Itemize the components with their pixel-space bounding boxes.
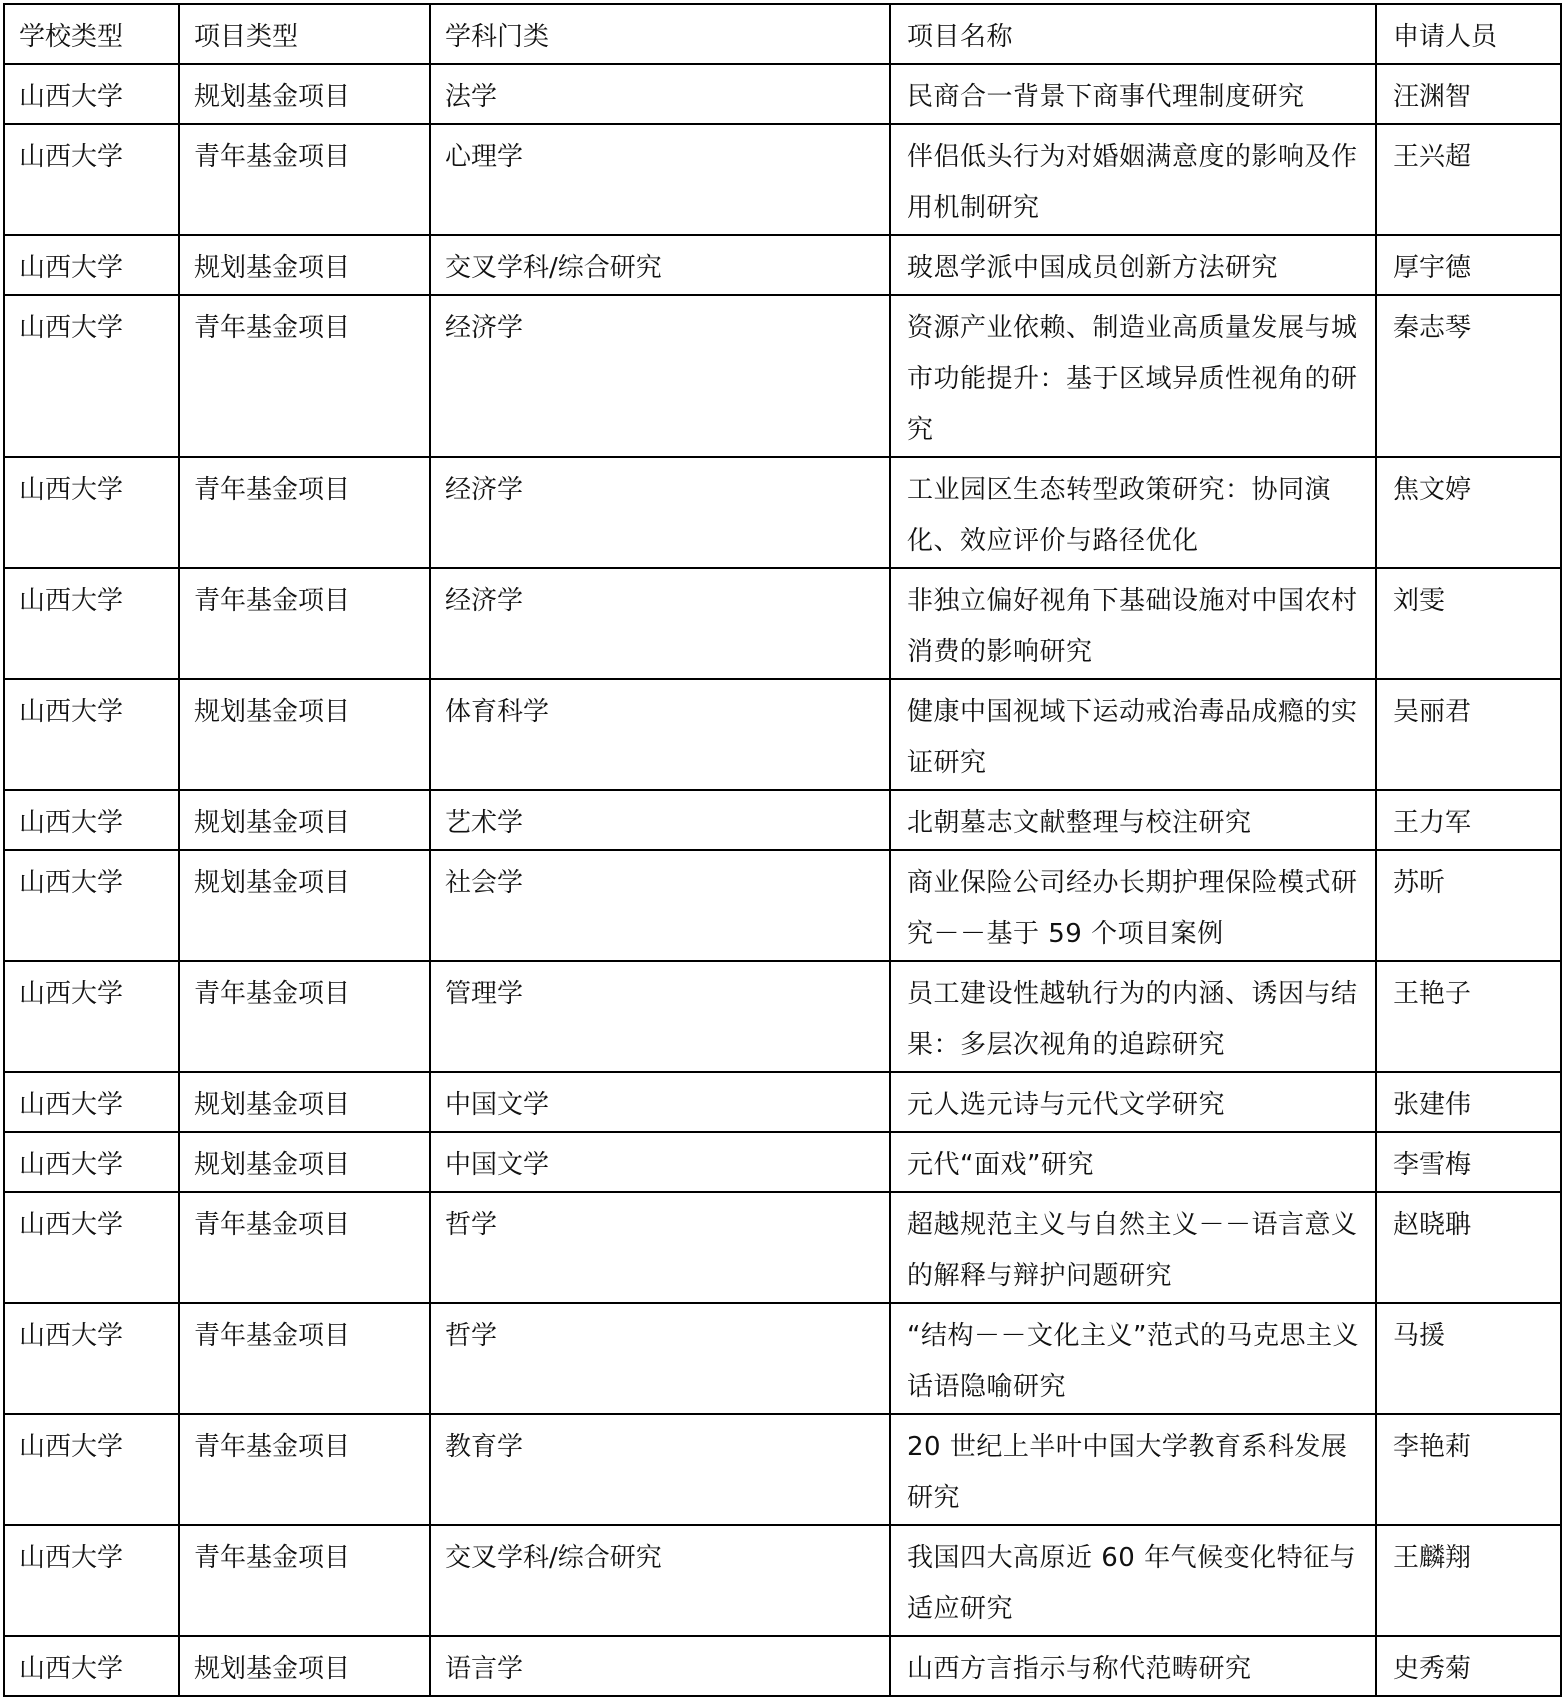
cell-school-type: 山西大学 (4, 568, 179, 679)
cell-school-type: 山西大学 (4, 1192, 179, 1303)
cell-school-type: 山西大学 (4, 1414, 179, 1525)
cell-project-type: 青年基金项目 (179, 961, 430, 1072)
table-row (4, 1192, 1561, 1303)
table-row (4, 235, 1561, 295)
project-table (3, 3, 1562, 1697)
cell-applicant: 苏昕 (1376, 850, 1561, 961)
cell-school-type: 山西大学 (4, 124, 179, 235)
header-applicant: 申请人员 (1376, 4, 1561, 64)
cell-school-type: 山西大学 (4, 1303, 179, 1414)
cell-project-name: 民商合一背景下商事代理制度研究 (890, 64, 1376, 124)
table-row (4, 568, 1561, 679)
cell-project-type: 规划基金项目 (179, 679, 430, 790)
cell-discipline: 体育科学 (430, 679, 890, 790)
cell-discipline: 法学 (430, 64, 890, 124)
cell-applicant: 汪渊智 (1376, 64, 1561, 124)
table-row (4, 961, 1561, 1072)
table-row (4, 1132, 1561, 1192)
cell-project-name: 超越规范主义与自然主义－－语言意义的解释与辩护问题研究 (890, 1192, 1376, 1303)
cell-project-name: 资源产业依赖、制造业高质量发展与城市功能提升：基于区域异质性视角的研究 (890, 295, 1376, 457)
cell-project-name: 北朝墓志文献整理与校注研究 (890, 790, 1376, 850)
cell-applicant: 张建伟 (1376, 1072, 1561, 1132)
cell-school-type: 山西大学 (4, 1636, 179, 1696)
cell-project-name: 伴侣低头行为对婚姻满意度的影响及作用机制研究 (890, 124, 1376, 235)
cell-discipline: 交叉学科/综合研究 (430, 235, 890, 295)
cell-project-type: 青年基金项目 (179, 124, 430, 235)
cell-school-type: 山西大学 (4, 1132, 179, 1192)
cell-applicant: 王麟翔 (1376, 1525, 1561, 1636)
cell-applicant: 王艳子 (1376, 961, 1561, 1072)
cell-project-type: 规划基金项目 (179, 790, 430, 850)
cell-applicant: 厚宇德 (1376, 235, 1561, 295)
cell-applicant: 刘雯 (1376, 568, 1561, 679)
cell-school-type: 山西大学 (4, 457, 179, 568)
cell-applicant: 李艳莉 (1376, 1414, 1561, 1525)
header-discipline: 学科门类 (430, 4, 890, 64)
cell-school-type: 山西大学 (4, 295, 179, 457)
table-row (4, 295, 1561, 457)
cell-school-type: 山西大学 (4, 790, 179, 850)
cell-project-type: 规划基金项目 (179, 64, 430, 124)
cell-project-type: 青年基金项目 (179, 1414, 430, 1525)
cell-school-type: 山西大学 (4, 850, 179, 961)
cell-applicant: 赵晓聃 (1376, 1192, 1561, 1303)
cell-school-type: 山西大学 (4, 64, 179, 124)
table-row (4, 1303, 1561, 1414)
cell-discipline: 教育学 (430, 1414, 890, 1525)
cell-discipline: 经济学 (430, 295, 890, 457)
cell-project-name: 玻恩学派中国成员创新方法研究 (890, 235, 1376, 295)
cell-project-type: 青年基金项目 (179, 295, 430, 457)
table-row (4, 64, 1561, 124)
cell-discipline: 经济学 (430, 457, 890, 568)
cell-project-name: 员工建设性越轨行为的内涵、诱因与结果：多层次视角的追踪研究 (890, 961, 1376, 1072)
cell-project-name: 工业园区生态转型政策研究：协同演化、效应评价与路径优化 (890, 457, 1376, 568)
cell-school-type: 山西大学 (4, 235, 179, 295)
cell-project-type: 规划基金项目 (179, 1132, 430, 1192)
cell-discipline: 中国文学 (430, 1072, 890, 1132)
table-row (4, 457, 1561, 568)
cell-applicant: 史秀菊 (1376, 1636, 1561, 1696)
cell-discipline: 社会学 (430, 850, 890, 961)
cell-applicant: 秦志琴 (1376, 295, 1561, 457)
cell-applicant: 王兴超 (1376, 124, 1561, 235)
cell-project-name: 元代“面戏”研究 (890, 1132, 1376, 1192)
table-row (4, 1525, 1561, 1636)
cell-school-type: 山西大学 (4, 679, 179, 790)
cell-discipline: 哲学 (430, 1192, 890, 1303)
cell-discipline: 交叉学科/综合研究 (430, 1525, 890, 1636)
cell-project-type: 规划基金项目 (179, 1636, 430, 1696)
cell-project-type: 青年基金项目 (179, 1303, 430, 1414)
cell-project-type: 规划基金项目 (179, 235, 430, 295)
cell-project-name: 商业保险公司经办长期护理保险模式研究－－基于 59 个项目案例 (890, 850, 1376, 961)
cell-discipline: 哲学 (430, 1303, 890, 1414)
table-row (4, 1636, 1561, 1696)
cell-school-type: 山西大学 (4, 1072, 179, 1132)
cell-project-name: 山西方言指示与称代范畴研究 (890, 1636, 1376, 1696)
table-row (4, 850, 1561, 961)
table-row (4, 679, 1561, 790)
cell-project-type: 青年基金项目 (179, 568, 430, 679)
cell-applicant: 马援 (1376, 1303, 1561, 1414)
cell-discipline: 管理学 (430, 961, 890, 1072)
cell-school-type: 山西大学 (4, 961, 179, 1072)
cell-discipline: 中国文学 (430, 1132, 890, 1192)
cell-applicant: 焦文婷 (1376, 457, 1561, 568)
cell-discipline: 艺术学 (430, 790, 890, 850)
cell-project-type: 青年基金项目 (179, 1192, 430, 1303)
cell-project-type: 规划基金项目 (179, 850, 430, 961)
table-row (4, 124, 1561, 235)
header-project-name: 项目名称 (890, 4, 1376, 64)
cell-project-name: 我国四大高原近 60 年气候变化特征与适应研究 (890, 1525, 1376, 1636)
cell-school-type: 山西大学 (4, 1525, 179, 1636)
cell-project-name: “结构－－文化主义”范式的马克思主义话语隐喻研究 (890, 1303, 1376, 1414)
cell-project-name: 健康中国视域下运动戒治毒品成瘾的实证研究 (890, 679, 1376, 790)
cell-project-name: 元人选元诗与元代文学研究 (890, 1072, 1376, 1132)
cell-discipline: 经济学 (430, 568, 890, 679)
cell-discipline: 语言学 (430, 1636, 890, 1696)
cell-applicant: 王力军 (1376, 790, 1561, 850)
table-row (4, 790, 1561, 850)
cell-applicant: 李雪梅 (1376, 1132, 1561, 1192)
header-school-type: 学校类型 (4, 4, 179, 64)
cell-project-type: 规划基金项目 (179, 1072, 430, 1132)
cell-project-type: 青年基金项目 (179, 1525, 430, 1636)
table-row (4, 1072, 1561, 1132)
header-project-type: 项目类型 (179, 4, 430, 64)
table-row (4, 1414, 1561, 1525)
cell-project-name: 20 世纪上半叶中国大学教育系科发展研究 (890, 1414, 1376, 1525)
cell-project-type: 青年基金项目 (179, 457, 430, 568)
header-row (4, 4, 1561, 64)
cell-applicant: 吴丽君 (1376, 679, 1561, 790)
cell-project-name: 非独立偏好视角下基础设施对中国农村消费的影响研究 (890, 568, 1376, 679)
cell-discipline: 心理学 (430, 124, 890, 235)
